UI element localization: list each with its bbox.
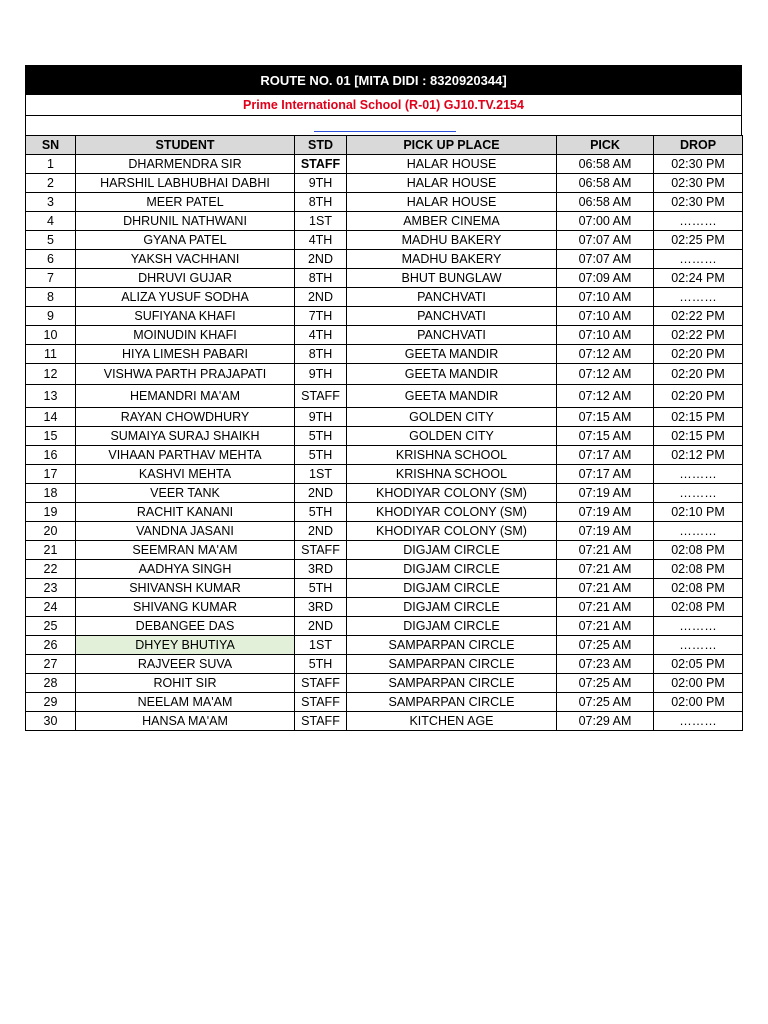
- std-cell: 3RD: [295, 598, 347, 617]
- student-cell: VISHWA PARTH PRAJAPATI: [76, 364, 295, 385]
- student-cell: DHRUVI GUJAR: [76, 269, 295, 288]
- pick-time-cell: 07:09 AM: [557, 269, 654, 288]
- table-row: [26, 231, 743, 250]
- std-cell: STAFF: [295, 155, 347, 174]
- table-row: [26, 174, 743, 193]
- pick-time-cell: 07:12 AM: [557, 364, 654, 385]
- drop-time-cell: 02:08 PM: [654, 560, 743, 579]
- std-cell: 4TH: [295, 326, 347, 345]
- pick-time-cell: 07:07 AM: [557, 250, 654, 269]
- pickup-place-cell: GOLDEN CITY: [347, 408, 557, 427]
- sn-cell: 25: [26, 617, 76, 636]
- pickup-place-cell: PANCHVATI: [347, 288, 557, 307]
- drop-time-cell: ………: [654, 212, 743, 231]
- sn-cell: 19: [26, 503, 76, 522]
- sn-cell: 2: [26, 174, 76, 193]
- sn-cell: 1: [26, 155, 76, 174]
- pickup-place-cell: MADHU BAKERY: [347, 231, 557, 250]
- pickup-place-cell: HALAR HOUSE: [347, 155, 557, 174]
- drop-time-cell: 02:08 PM: [654, 579, 743, 598]
- student-cell: VEER TANK: [76, 484, 295, 503]
- sn-cell: 26: [26, 636, 76, 655]
- std-cell: STAFF: [295, 693, 347, 712]
- table-row: [26, 446, 743, 465]
- drop-time-cell: 02:10 PM: [654, 503, 743, 522]
- sn-cell: 5: [26, 231, 76, 250]
- pick-time-cell: 07:25 AM: [557, 636, 654, 655]
- sn-cell: 15: [26, 427, 76, 446]
- pickup-place-cell: PANCHVATI: [347, 307, 557, 326]
- pickup-place-cell: KRISHNA SCHOOL: [347, 465, 557, 484]
- sn-cell: 27: [26, 655, 76, 674]
- std-cell: 5TH: [295, 503, 347, 522]
- route-sheet: [25, 65, 742, 731]
- pickup-place-cell: KHODIYAR COLONY (SM): [347, 484, 557, 503]
- student-cell: SUFIYANA KHAFI: [76, 307, 295, 326]
- pickup-place-cell: SAMPARPAN CIRCLE: [347, 655, 557, 674]
- pick-time-cell: 07:21 AM: [557, 579, 654, 598]
- std-cell: 5TH: [295, 579, 347, 598]
- std-cell: 2ND: [295, 617, 347, 636]
- pick-time-cell: 07:00 AM: [557, 212, 654, 231]
- pick-time-cell: 07:17 AM: [557, 446, 654, 465]
- student-cell: HANSA MA'AM: [76, 712, 295, 731]
- drop-time-cell: 02:20 PM: [654, 385, 743, 408]
- pickup-place-cell: DIGJAM CIRCLE: [347, 598, 557, 617]
- sn-cell: 9: [26, 307, 76, 326]
- drop-time-cell: ………: [654, 617, 743, 636]
- std-cell: 1ST: [295, 212, 347, 231]
- pick-time-cell: 07:29 AM: [557, 712, 654, 731]
- pick-time-cell: 06:58 AM: [557, 193, 654, 212]
- pickup-place-cell: KITCHEN AGE: [347, 712, 557, 731]
- pick-time-cell: 07:10 AM: [557, 288, 654, 307]
- sn-cell: 23: [26, 579, 76, 598]
- drop-time-cell: ………: [654, 636, 743, 655]
- table-row: [26, 345, 743, 364]
- drop-time-cell: ………: [654, 250, 743, 269]
- table-row: [26, 385, 743, 408]
- table-row: [26, 269, 743, 288]
- pickup-place-cell: BHUT BUNGLAW: [347, 269, 557, 288]
- pickup-place-cell: KRISHNA SCHOOL: [347, 446, 557, 465]
- drop-time-cell: 02:05 PM: [654, 655, 743, 674]
- pick-time-cell: 07:23 AM: [557, 655, 654, 674]
- student-cell: DEBANGEE DAS: [76, 617, 295, 636]
- student-cell: ROHIT SIR: [76, 674, 295, 693]
- table-row: [26, 674, 743, 693]
- pick-time-cell: 07:07 AM: [557, 231, 654, 250]
- pickup-place-cell: DIGJAM CIRCLE: [347, 579, 557, 598]
- std-cell: 3RD: [295, 560, 347, 579]
- student-cell: RACHIT KANANI: [76, 503, 295, 522]
- pick-time-cell: 07:17 AM: [557, 465, 654, 484]
- pickup-place-cell: DIGJAM CIRCLE: [347, 560, 557, 579]
- table-row: [26, 288, 743, 307]
- std-cell: 8TH: [295, 269, 347, 288]
- student-cell: VANDNA JASANI: [76, 522, 295, 541]
- std-cell: STAFF: [295, 674, 347, 693]
- table-row: [26, 484, 743, 503]
- pick-time-cell: 06:58 AM: [557, 174, 654, 193]
- table-row: [26, 307, 743, 326]
- drop-time-cell: 02:24 PM: [654, 269, 743, 288]
- std-cell: 9TH: [295, 364, 347, 385]
- student-cell: ALIZA YUSUF SODHA: [76, 288, 295, 307]
- table-row: [26, 541, 743, 560]
- sn-cell: 6: [26, 250, 76, 269]
- student-cell: HARSHIL LABHUBHAI DABHI: [76, 174, 295, 193]
- pickup-place-cell: PANCHVATI: [347, 326, 557, 345]
- pickup-place-cell: SAMPARPAN CIRCLE: [347, 674, 557, 693]
- pickup-place-cell: KHODIYAR COLONY (SM): [347, 503, 557, 522]
- sn-cell: 14: [26, 408, 76, 427]
- pick-time-cell: 07:21 AM: [557, 560, 654, 579]
- sn-cell: 28: [26, 674, 76, 693]
- student-route-table: [25, 135, 743, 731]
- pick-time-cell: 07:21 AM: [557, 598, 654, 617]
- table-row: [26, 712, 743, 731]
- table-row: [26, 636, 743, 655]
- student-cell: DHARMENDRA SIR: [76, 155, 295, 174]
- drop-time-cell: 02:12 PM: [654, 446, 743, 465]
- student-cell: GYANA PATEL: [76, 231, 295, 250]
- drop-time-cell: ………: [654, 484, 743, 503]
- pickup-place-cell: DIGJAM CIRCLE: [347, 541, 557, 560]
- student-cell: SHIVANG KUMAR: [76, 598, 295, 617]
- pickup-place-cell: GOLDEN CITY: [347, 427, 557, 446]
- sn-cell: 3: [26, 193, 76, 212]
- column-header-sn: SN: [26, 136, 76, 155]
- table-row: [26, 655, 743, 674]
- std-cell: 7TH: [295, 307, 347, 326]
- sn-cell: 20: [26, 522, 76, 541]
- table-row: [26, 326, 743, 345]
- std-cell: 2ND: [295, 250, 347, 269]
- pickup-place-cell: GEETA MANDIR: [347, 385, 557, 408]
- pick-time-cell: 07:10 AM: [557, 307, 654, 326]
- student-cell: KASHVI MEHTA: [76, 465, 295, 484]
- table-row: [26, 598, 743, 617]
- pickup-place-cell: SAMPARPAN CIRCLE: [347, 636, 557, 655]
- pickup-place-cell: DIGJAM CIRCLE: [347, 617, 557, 636]
- table-row: [26, 408, 743, 427]
- route-title: ROUTE NO. 01 [MITA DIDI : 8320920344]: [25, 65, 742, 95]
- table-row: [26, 212, 743, 231]
- drop-time-cell: 02:22 PM: [654, 326, 743, 345]
- drop-time-cell: 02:30 PM: [654, 155, 743, 174]
- table-row: [26, 522, 743, 541]
- sn-cell: 10: [26, 326, 76, 345]
- sn-cell: 21: [26, 541, 76, 560]
- student-cell: DHRUNIL NATHWANI: [76, 212, 295, 231]
- sn-cell: 16: [26, 446, 76, 465]
- student-cell: MEER PATEL: [76, 193, 295, 212]
- drop-time-cell: ………: [654, 522, 743, 541]
- column-header-drop: DROP: [654, 136, 743, 155]
- pick-time-cell: 07:19 AM: [557, 503, 654, 522]
- drop-time-cell: 02:22 PM: [654, 307, 743, 326]
- pickup-place-cell: HALAR HOUSE: [347, 193, 557, 212]
- student-cell: SHIVANSH KUMAR: [76, 579, 295, 598]
- pickup-place-cell: GEETA MANDIR: [347, 345, 557, 364]
- student-cell: RAYAN CHOWDHURY: [76, 408, 295, 427]
- std-cell: 1ST: [295, 636, 347, 655]
- sn-cell: 30: [26, 712, 76, 731]
- sn-cell: 7: [26, 269, 76, 288]
- pickup-place-cell: MADHU BAKERY: [347, 250, 557, 269]
- student-cell: NEELAM MA'AM: [76, 693, 295, 712]
- table-header-row: [26, 136, 743, 155]
- drop-time-cell: 02:15 PM: [654, 427, 743, 446]
- sn-cell: 29: [26, 693, 76, 712]
- drop-time-cell: 02:00 PM: [654, 674, 743, 693]
- drop-time-cell: 02:08 PM: [654, 598, 743, 617]
- student-cell: AADHYA SINGH: [76, 560, 295, 579]
- pick-time-cell: 07:15 AM: [557, 427, 654, 446]
- drop-time-cell: 02:00 PM: [654, 693, 743, 712]
- drop-time-cell: 02:25 PM: [654, 231, 743, 250]
- drop-time-cell: 02:20 PM: [654, 345, 743, 364]
- student-cell: MOINUDIN KHAFI: [76, 326, 295, 345]
- table-row: [26, 693, 743, 712]
- table-row: [26, 503, 743, 522]
- std-cell: 9TH: [295, 408, 347, 427]
- table-row: [26, 250, 743, 269]
- pick-time-cell: 07:12 AM: [557, 345, 654, 364]
- spacer-row: [25, 116, 742, 135]
- table-row: [26, 465, 743, 484]
- student-cell: SUMAIYA SURAJ SHAIKH: [76, 427, 295, 446]
- sn-cell: 13: [26, 385, 76, 408]
- sn-cell: 4: [26, 212, 76, 231]
- table-row: [26, 155, 743, 174]
- std-cell: 5TH: [295, 427, 347, 446]
- std-cell: 2ND: [295, 484, 347, 503]
- table-row: [26, 193, 743, 212]
- school-subtitle: Prime International School (R-01) GJ10.TV.2154: [25, 95, 742, 116]
- std-cell: 2ND: [295, 288, 347, 307]
- drop-time-cell: ………: [654, 712, 743, 731]
- std-cell: STAFF: [295, 541, 347, 560]
- std-cell: 9TH: [295, 174, 347, 193]
- drop-time-cell: 02:30 PM: [654, 174, 743, 193]
- student-cell: VIHAAN PARTHAV MEHTA: [76, 446, 295, 465]
- student-cell: DHYEY BHUTIYA: [76, 636, 295, 655]
- pick-time-cell: 07:25 AM: [557, 693, 654, 712]
- sn-cell: 18: [26, 484, 76, 503]
- pick-time-cell: 07:19 AM: [557, 484, 654, 503]
- std-cell: 4TH: [295, 231, 347, 250]
- pick-time-cell: 07:25 AM: [557, 674, 654, 693]
- sn-cell: 22: [26, 560, 76, 579]
- pickup-place-cell: AMBER CINEMA: [347, 212, 557, 231]
- column-header-student: STUDENT: [76, 136, 295, 155]
- table-row: [26, 427, 743, 446]
- sn-cell: 17: [26, 465, 76, 484]
- std-cell: STAFF: [295, 385, 347, 408]
- drop-time-cell: 02:30 PM: [654, 193, 743, 212]
- std-cell: 8TH: [295, 193, 347, 212]
- pick-time-cell: 07:12 AM: [557, 385, 654, 408]
- table-row: [26, 560, 743, 579]
- pickup-place-cell: HALAR HOUSE: [347, 174, 557, 193]
- pickup-place-cell: GEETA MANDIR: [347, 364, 557, 385]
- student-cell: SEEMRAN MA'AM: [76, 541, 295, 560]
- drop-time-cell: 02:15 PM: [654, 408, 743, 427]
- std-cell: 1ST: [295, 465, 347, 484]
- student-cell: HEMANDRI MA'AM: [76, 385, 295, 408]
- sn-cell: 24: [26, 598, 76, 617]
- std-cell: STAFF: [295, 712, 347, 731]
- hyperlink-underline: [314, 131, 456, 132]
- pick-time-cell: 06:58 AM: [557, 155, 654, 174]
- pickup-place-cell: SAMPARPAN CIRCLE: [347, 693, 557, 712]
- drop-time-cell: 02:08 PM: [654, 541, 743, 560]
- table-row: [26, 364, 743, 385]
- column-header-std: STD: [295, 136, 347, 155]
- sn-cell: 12: [26, 364, 76, 385]
- std-cell: 8TH: [295, 345, 347, 364]
- pickup-place-cell: KHODIYAR COLONY (SM): [347, 522, 557, 541]
- student-cell: RAJVEER SUVA: [76, 655, 295, 674]
- student-cell: YAKSH VACHHANI: [76, 250, 295, 269]
- pick-time-cell: 07:15 AM: [557, 408, 654, 427]
- sn-cell: 8: [26, 288, 76, 307]
- column-header-pickup-place: PICK UP PLACE: [347, 136, 557, 155]
- table-row: [26, 617, 743, 636]
- pick-time-cell: 07:19 AM: [557, 522, 654, 541]
- pick-time-cell: 07:10 AM: [557, 326, 654, 345]
- drop-time-cell: 02:20 PM: [654, 364, 743, 385]
- drop-time-cell: ………: [654, 288, 743, 307]
- pick-time-cell: 07:21 AM: [557, 617, 654, 636]
- std-cell: 5TH: [295, 655, 347, 674]
- std-cell: 2ND: [295, 522, 347, 541]
- table-row: [26, 579, 743, 598]
- student-cell: HIYA LIMESH PABARI: [76, 345, 295, 364]
- sn-cell: 11: [26, 345, 76, 364]
- drop-time-cell: ………: [654, 465, 743, 484]
- pick-time-cell: 07:21 AM: [557, 541, 654, 560]
- std-cell: 5TH: [295, 446, 347, 465]
- column-header-pick: PICK: [557, 136, 654, 155]
